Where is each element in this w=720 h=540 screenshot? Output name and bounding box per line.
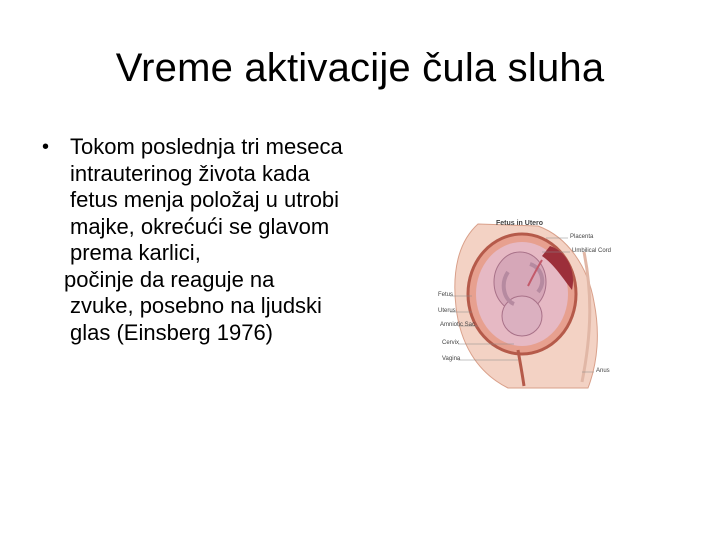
label-vagina: Vagina [442, 356, 461, 362]
slide-body [40, 134, 360, 346]
paragraph-2-first: počinje da reaguje na [64, 266, 275, 292]
label-uterus: Uterus [438, 308, 456, 314]
label-cervix: Cervix [442, 340, 460, 346]
label-fetus: Fetus [438, 292, 454, 298]
label-umbilical-cord: Umbilical Cord [572, 248, 612, 254]
paragraph-2-rest: zvuke, posebno na ljudski glas (Einsberg 1976) [70, 293, 322, 345]
figure-title: Fetus in Utero [496, 220, 544, 227]
bullet-icon: • [42, 136, 50, 158]
label-amniotic-sac: Amniotic Sac [440, 322, 476, 328]
label-placenta: Placenta [570, 234, 594, 240]
slide-title: Vreme aktivacije čula sluha [115, 46, 605, 90]
paragraph-1: Tokom poslednja tri meseca intrauterinog života kada fetus menja položaj u utrobi majke, okrećući se glavom prema karlici, [70, 134, 343, 265]
fetus-in-utero-illustration [438, 212, 614, 394]
bullet-paragraph [40, 134, 360, 267]
label-anus: Anus [596, 368, 610, 374]
paragraph-2 [40, 267, 360, 347]
